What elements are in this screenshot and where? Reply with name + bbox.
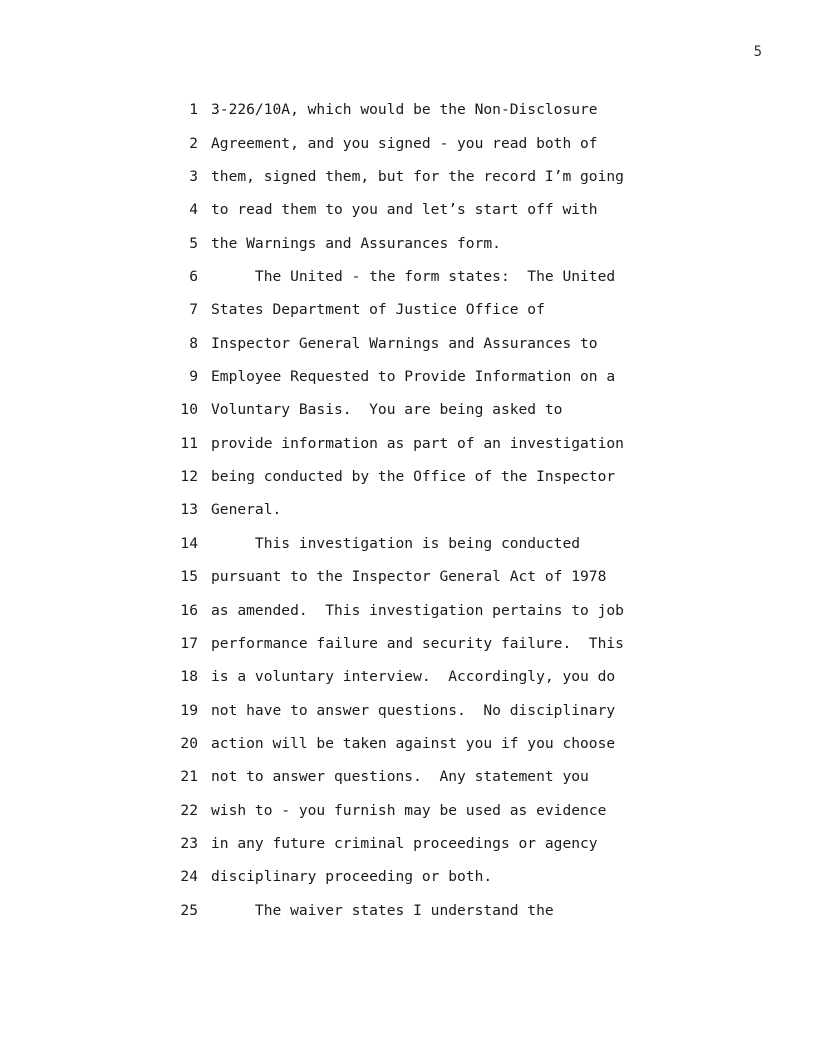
line-text: The waiver states I understand the [211,901,554,919]
line-number: 5 [189,234,198,252]
line-number: 23 [180,835,198,853]
line-text: the Warnings and Assurances form. [211,234,501,252]
line-number: 1 [189,101,198,119]
line-text: action will be taken against you if you choose [211,735,616,752]
transcript-line [168,393,688,426]
line-text: performance failure and security failure. This [211,634,624,652]
page-number: 5 [753,44,762,60]
line-number: 18 [180,668,198,686]
line-text: disciplinary proceeding or both. [211,868,493,886]
transcript-line [168,860,688,893]
line-number: 24 [180,868,198,886]
line-number: 9 [189,368,198,386]
line-number: 11 [180,434,198,452]
line-text: being conducted by the Office of the Inspector [211,468,616,486]
line-number: 6 [189,267,198,285]
transcript-body [168,93,688,927]
line-text: in any future criminal proceedings or agency [211,835,598,853]
transcript-line [168,693,688,726]
line-number: 19 [180,701,198,719]
line-text: Agreement, and you signed - you read both of [211,134,598,152]
line-text: provide information as part of an investigation [211,434,624,452]
line-text: wish to - you furnish may be used as evidence [211,801,607,819]
line-number: 3 [189,167,198,185]
line-number: 25 [180,901,198,919]
transcript-line [168,226,688,259]
line-text: not to answer questions. Any statement you [211,768,589,786]
line-number: 10 [180,401,198,419]
transcript-line [168,293,688,326]
line-text: as amended. This investigation pertains to job [211,601,624,619]
line-number: 20 [180,735,198,752]
line-number: 15 [180,568,198,586]
line-number: 17 [180,634,198,652]
transcript-line [168,560,688,593]
transcript-line [168,360,688,393]
transcript-line [168,93,688,126]
transcript-line [168,827,688,860]
transcript-line [168,760,688,793]
transcript-line [168,493,688,526]
line-text: This investigation is being conducted [211,534,581,552]
line-text: 3-226/10A, which would be the Non-Disclosure [211,101,598,119]
transcript-line [168,160,688,193]
line-number: 12 [180,468,198,486]
transcript-line [168,193,688,226]
line-number: 4 [189,201,198,219]
line-text: Inspector General Warnings and Assurances to [211,334,598,352]
line-number: 8 [189,334,198,352]
line-text: them, signed them, but for the record I’m going [211,167,624,185]
line-text: to read them to you and let’s start off with [211,201,598,219]
transcript-line [168,460,688,493]
line-text: General. [211,501,282,519]
transcript-line [168,126,688,159]
line-text: Employee Requested to Provide Information on a [211,368,616,386]
transcript-line [168,593,688,626]
line-text: The United - the form states: The United [211,267,616,285]
line-number: 2 [189,134,198,152]
line-number: 13 [180,501,198,519]
line-number: 7 [189,301,198,319]
transcript-line [168,727,688,760]
line-number: 16 [180,601,198,619]
transcript-line [168,627,688,660]
line-text: Voluntary Basis. You are being asked to [211,401,563,419]
line-text: not have to answer questions. No disciplinary [211,701,616,719]
line-text: pursuant to the Inspector General Act of 1978 [211,568,607,586]
transcript-line [168,427,688,460]
transcript-line [168,327,688,360]
transcript-line [168,660,688,693]
line-number: 22 [180,801,198,819]
transcript-line [168,894,688,927]
line-text: States Department of Justice Office of [211,301,545,319]
transcript-line [168,527,688,560]
transcript-line [168,794,688,827]
transcript-line [168,260,688,293]
line-text: is a voluntary interview. Accordingly, you do [211,668,616,686]
line-number: 21 [180,768,198,786]
line-number: 14 [180,534,198,552]
